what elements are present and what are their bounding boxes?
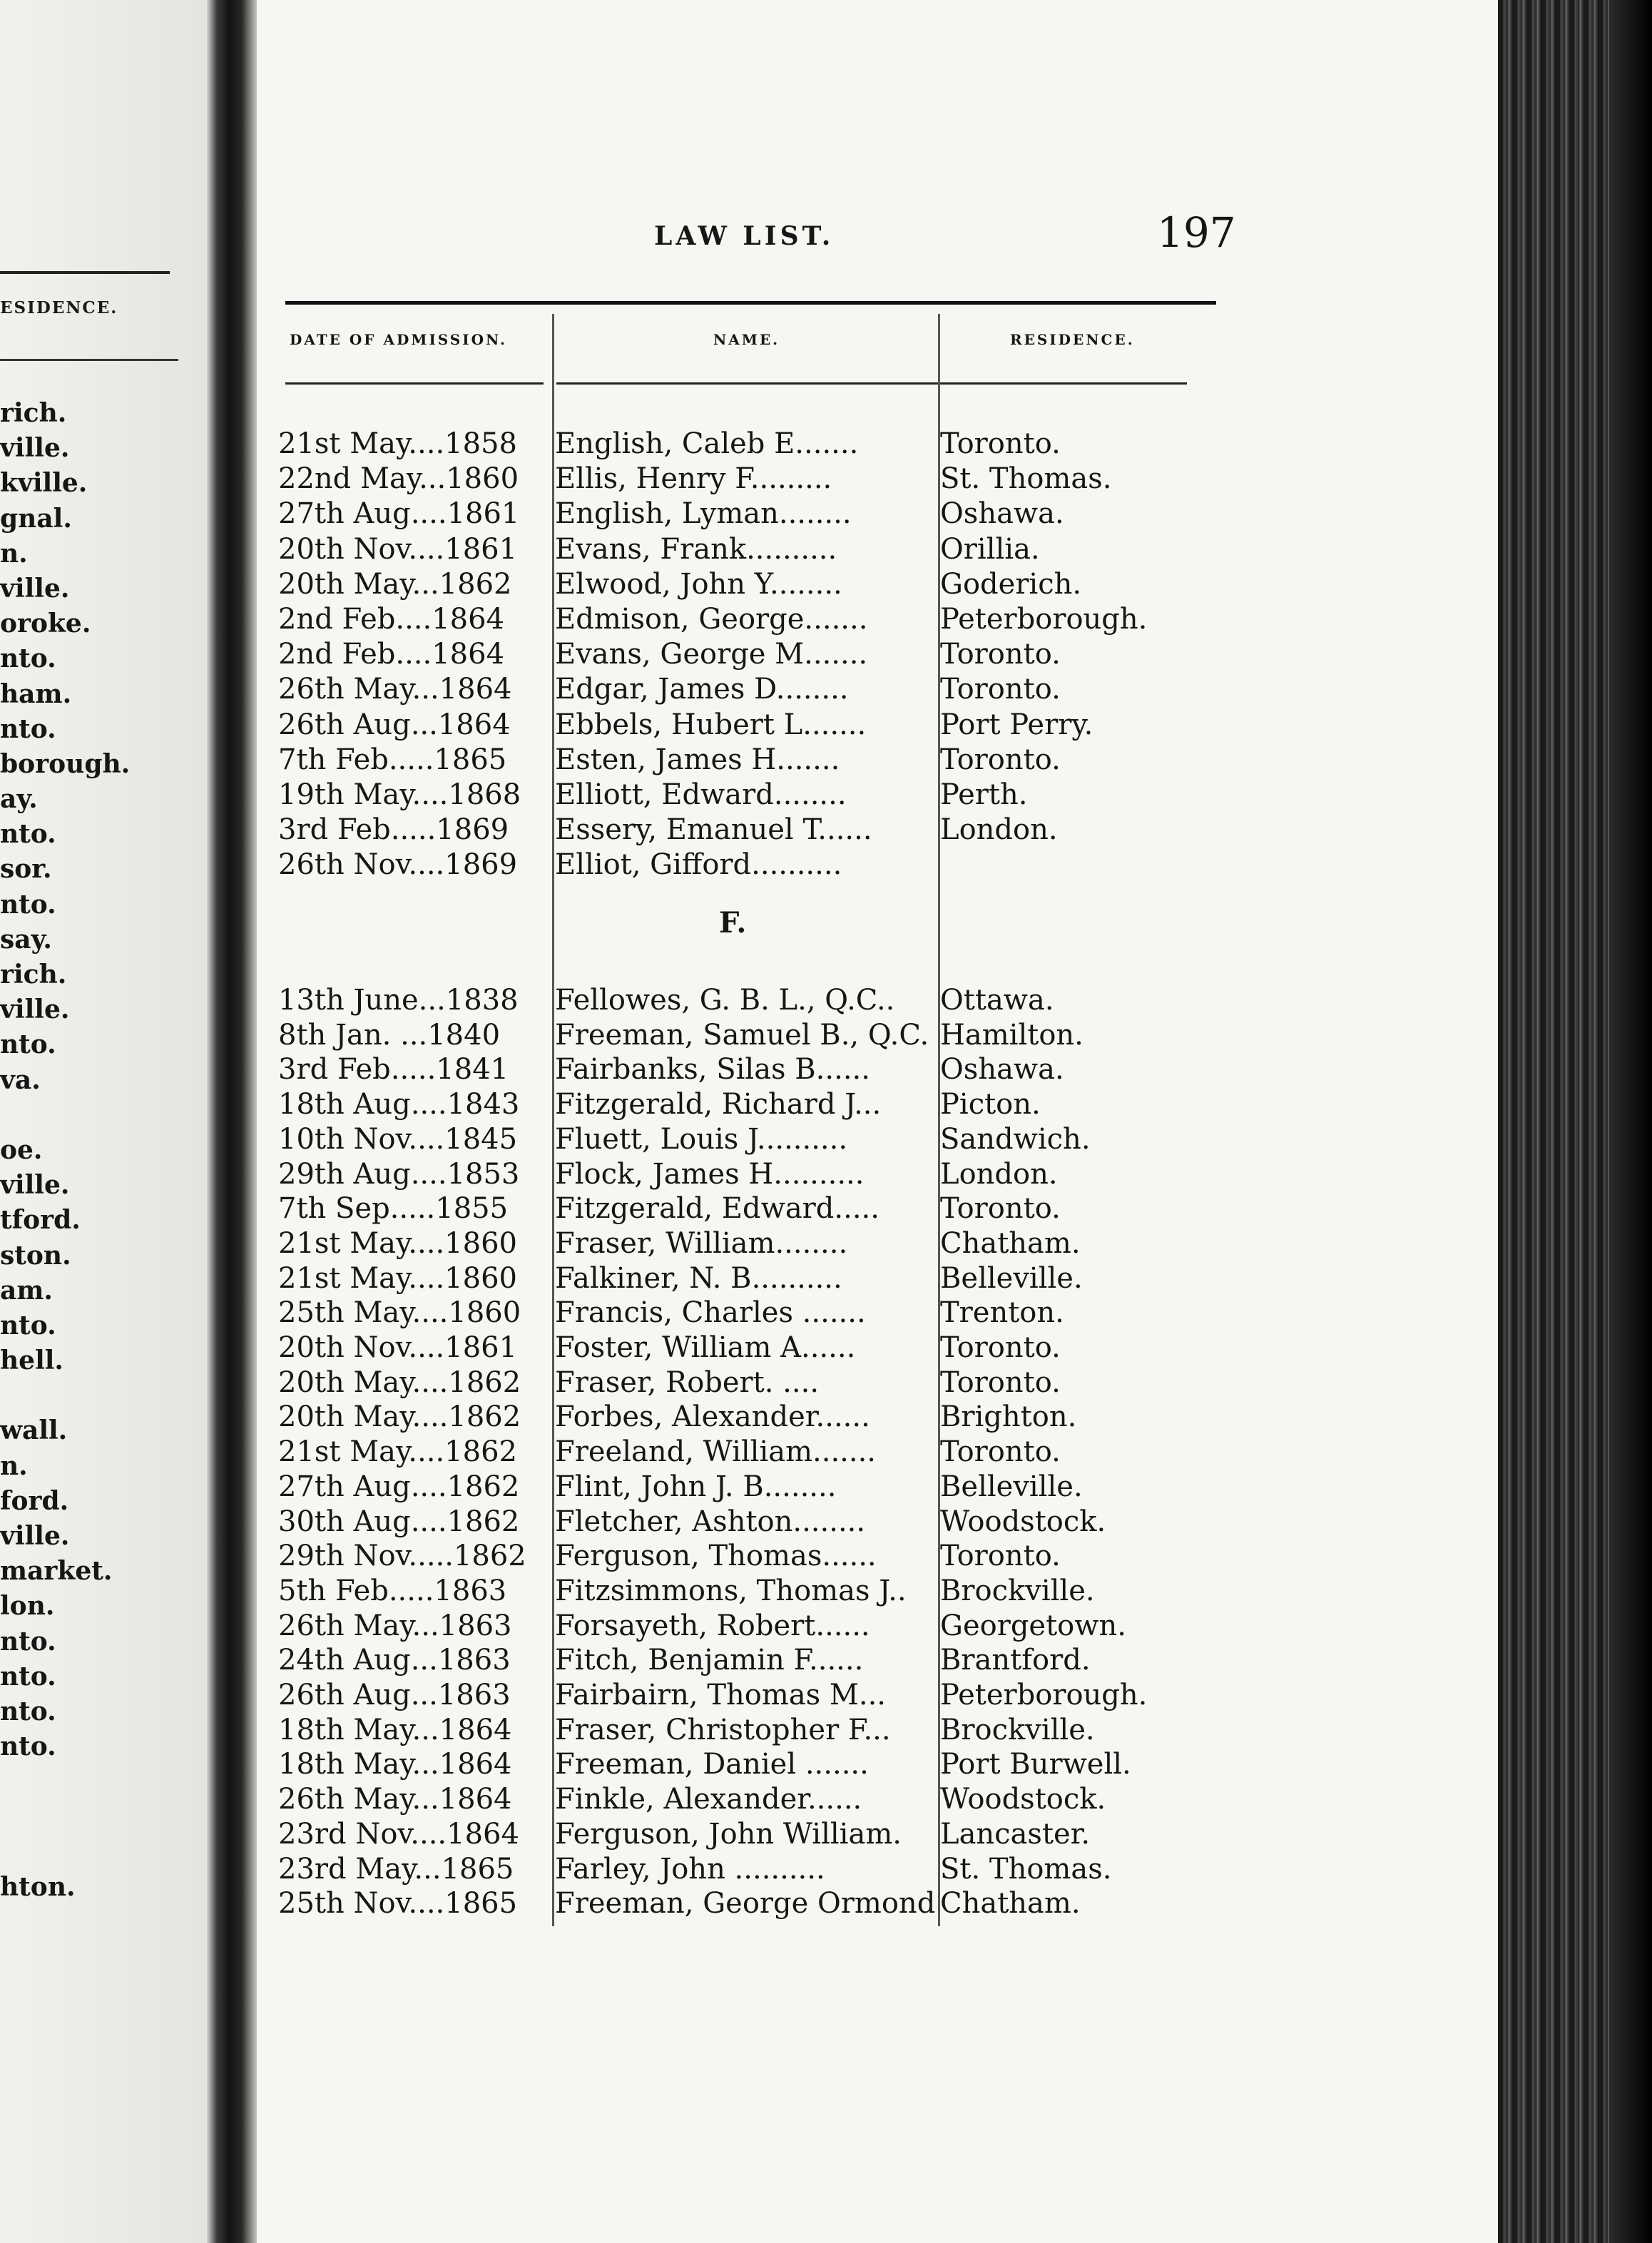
residence: Hamilton. bbox=[940, 1018, 1084, 1052]
facing-page-entry: borough. bbox=[0, 748, 131, 779]
register-row bbox=[278, 1817, 1227, 1851]
facing-page-entry: lon. bbox=[0, 1591, 55, 1622]
admission-date: 26th Nov....1869 bbox=[278, 848, 518, 882]
header-rule bbox=[556, 382, 1187, 385]
residence: Brantford. bbox=[940, 1644, 1091, 1677]
facing-page-entry: kville. bbox=[0, 468, 88, 499]
admission-date: 25th Nov....1865 bbox=[278, 1887, 518, 1921]
residence: Perth. bbox=[940, 778, 1028, 811]
register-row bbox=[278, 602, 1227, 636]
top-rule bbox=[285, 301, 1216, 305]
admission-date: 24th Aug...1863 bbox=[278, 1644, 511, 1677]
residence: Brighton. bbox=[940, 1400, 1077, 1434]
register-row bbox=[278, 1539, 1227, 1573]
lawyer-name: Edgar, James D........ bbox=[555, 673, 849, 706]
facing-page-entry: wall. bbox=[0, 1415, 68, 1446]
admission-date: 29th Nov.....1862 bbox=[278, 1540, 526, 1573]
register-row bbox=[278, 1747, 1227, 1781]
facing-page-entry bbox=[0, 1098, 130, 1133]
lawyer-name: Freeman, George Ormond bbox=[555, 1887, 936, 1921]
facing-page-entry: n. bbox=[0, 1450, 28, 1481]
header-rule bbox=[285, 382, 544, 385]
lawyer-name: Fellowes, G. B. L., Q.C.. bbox=[555, 984, 895, 1017]
residence: London. bbox=[940, 1157, 1058, 1191]
lawyer-name: Fluett, Louis J.......... bbox=[555, 1122, 848, 1156]
admission-date: 8th Jan. ...1840 bbox=[278, 1018, 501, 1052]
facing-page-entry: oroke. bbox=[0, 609, 91, 639]
facing-page-entry: rich. bbox=[0, 398, 67, 428]
facing-page-entry bbox=[0, 1835, 130, 1870]
lawyer-name: Foster, William A...... bbox=[555, 1331, 856, 1364]
register-row bbox=[278, 1087, 1227, 1122]
register-row bbox=[278, 1852, 1227, 1886]
register-row bbox=[278, 983, 1227, 1017]
facing-page-entry: hton. bbox=[0, 1871, 76, 1902]
residence: Toronto. bbox=[940, 1540, 1061, 1573]
admission-date: 19th May....1868 bbox=[278, 778, 521, 811]
lawyer-name: Ferguson, Thomas...... bbox=[555, 1540, 877, 1573]
facing-page-entry: hell. bbox=[0, 1346, 63, 1376]
lawyer-name: Flint, John J. B........ bbox=[555, 1470, 837, 1503]
admission-date: 22nd May...1860 bbox=[278, 462, 519, 496]
admission-date: 27th Aug....1861 bbox=[278, 497, 520, 531]
register-row bbox=[278, 1713, 1227, 1747]
admission-date: 23rd Nov....1864 bbox=[278, 1817, 519, 1851]
register-row bbox=[278, 848, 1227, 882]
facing-page-entry: va. bbox=[0, 1064, 41, 1095]
column-header-name: NAME. bbox=[713, 331, 780, 348]
register-row bbox=[278, 1643, 1227, 1677]
register-row bbox=[278, 1261, 1227, 1296]
residence: Woodstock. bbox=[940, 1783, 1106, 1816]
residence: Sandwich. bbox=[940, 1122, 1091, 1156]
facing-page-entries bbox=[0, 396, 130, 1905]
facing-page-entry: ville. bbox=[0, 995, 70, 1025]
residence: St. Thomas. bbox=[940, 462, 1112, 496]
admission-date: 20th Nov....1861 bbox=[278, 532, 518, 566]
register-row bbox=[278, 708, 1227, 742]
admission-date: 26th Aug...1864 bbox=[278, 708, 511, 741]
facing-page-entry: market. bbox=[0, 1556, 113, 1587]
facing-page-entry: oe. bbox=[0, 1134, 43, 1165]
residence: Lancaster. bbox=[940, 1817, 1091, 1851]
lawyer-name: Freeman, Daniel ....... bbox=[555, 1748, 869, 1781]
register-row bbox=[278, 1296, 1227, 1330]
residence: Port Perry. bbox=[940, 708, 1093, 741]
lawyer-name: Elliot, Gifford.......... bbox=[555, 848, 842, 882]
facing-page-rule bbox=[0, 359, 178, 361]
lawyer-name: Forbes, Alexander...... bbox=[555, 1400, 870, 1434]
residence: Trenton. bbox=[940, 1296, 1064, 1330]
admission-date: 26th May...1864 bbox=[278, 673, 512, 706]
residence: Picton. bbox=[940, 1088, 1041, 1122]
admission-date: 3rd Feb.....1841 bbox=[278, 1053, 509, 1087]
facing-page-entry: ford. bbox=[0, 1485, 69, 1516]
facing-page-fragment bbox=[0, 0, 207, 2243]
admission-date: 23rd May...1865 bbox=[278, 1852, 514, 1886]
admission-date: 26th May...1864 bbox=[278, 1783, 512, 1816]
facing-page-entry: nto. bbox=[0, 1661, 56, 1692]
residence: Orillia. bbox=[940, 532, 1040, 566]
register-row bbox=[278, 672, 1227, 706]
facing-page-entry: nto. bbox=[0, 889, 56, 920]
register-row bbox=[278, 1191, 1227, 1226]
lawyer-name: Fitzgerald, Edward..... bbox=[555, 1192, 879, 1226]
lawyer-name: English, Caleb E....... bbox=[555, 427, 859, 460]
residence: Woodstock. bbox=[940, 1505, 1106, 1538]
lawyer-name: Fraser, William........ bbox=[555, 1226, 848, 1260]
register-row bbox=[278, 567, 1227, 601]
lawyer-name: Flock, James H.......... bbox=[555, 1157, 865, 1191]
lawyer-name: Evans, Frank.......... bbox=[555, 532, 837, 566]
book-gutter bbox=[207, 0, 257, 2243]
register-row bbox=[278, 1157, 1227, 1191]
residence: Toronto. bbox=[940, 743, 1061, 776]
admission-date: 3rd Feb.....1869 bbox=[278, 813, 509, 847]
residence: Goderich. bbox=[940, 567, 1082, 601]
residence: Toronto. bbox=[940, 673, 1061, 706]
lawyer-name: Fitzgerald, Richard J... bbox=[555, 1088, 882, 1122]
admission-date: 20th May....1862 bbox=[278, 1400, 521, 1434]
residence: Chatham. bbox=[940, 1226, 1081, 1260]
register-row bbox=[278, 1052, 1227, 1087]
facing-page-entry: nto. bbox=[0, 1029, 56, 1060]
admission-date: 10th Nov....1845 bbox=[278, 1122, 518, 1156]
facing-page-entry: ville. bbox=[0, 433, 70, 464]
facing-page-entry: sor. bbox=[0, 854, 52, 885]
lawyer-name: Ellis, Henry F......... bbox=[555, 462, 832, 496]
lawyer-name: Fairbairn, Thomas M... bbox=[555, 1679, 887, 1712]
lawyer-name: Freeman, Samuel B., Q.C. bbox=[555, 1018, 929, 1052]
admission-date: 29th Aug....1853 bbox=[278, 1157, 520, 1191]
residence: Oshawa. bbox=[940, 497, 1064, 531]
lawyer-name: Fairbanks, Silas B...... bbox=[555, 1053, 870, 1087]
admission-date: 2nd Feb....1864 bbox=[278, 603, 505, 636]
register-row bbox=[278, 1678, 1227, 1712]
residence: Belleville. bbox=[940, 1261, 1083, 1295]
facing-page-entry: am. bbox=[0, 1275, 53, 1306]
lawyer-name: Essery, Emanuel T...... bbox=[555, 813, 872, 847]
lawyer-name: Ebbels, Hubert L....... bbox=[555, 708, 867, 741]
facing-page-entry bbox=[0, 1800, 130, 1835]
residence: Brockville. bbox=[940, 1574, 1095, 1607]
facing-page-rule bbox=[0, 271, 170, 274]
facing-page-entry: gnal. bbox=[0, 503, 72, 534]
facing-page-entry: tford. bbox=[0, 1205, 81, 1236]
residence: Chatham. bbox=[940, 1887, 1081, 1921]
admission-date: 26th May...1863 bbox=[278, 1609, 512, 1642]
lawyer-name: Forsayeth, Robert...... bbox=[555, 1609, 870, 1642]
register-row bbox=[278, 1018, 1227, 1052]
law-list-page bbox=[257, 0, 1498, 2243]
residence: Peterborough. bbox=[940, 603, 1148, 636]
page-number: 197 bbox=[1157, 208, 1236, 257]
residence: Georgetown. bbox=[940, 1609, 1126, 1642]
admission-date: 2nd Feb....1864 bbox=[278, 638, 505, 671]
admission-date: 21st May....1860 bbox=[278, 1261, 517, 1295]
register-row bbox=[278, 427, 1227, 461]
register-row bbox=[278, 1226, 1227, 1261]
facing-page-entry: nto. bbox=[0, 1626, 56, 1657]
admission-date: 18th May...1864 bbox=[278, 1713, 512, 1746]
admission-date: 7th Feb.....1865 bbox=[278, 743, 507, 776]
lawyer-name: Fraser, Christopher F... bbox=[555, 1713, 891, 1746]
residence: Toronto. bbox=[940, 1192, 1061, 1226]
lawyer-name: Farley, John .......... bbox=[555, 1852, 825, 1886]
admission-date: 20th Nov....1861 bbox=[278, 1331, 518, 1364]
lawyer-name: Freeland, William....... bbox=[555, 1435, 877, 1469]
facing-page-entry: nto. bbox=[0, 1310, 56, 1341]
admission-date: 25th May....1860 bbox=[278, 1296, 521, 1330]
facing-page-entry: nto. bbox=[0, 1696, 56, 1726]
facing-page-entry: ville. bbox=[0, 573, 70, 604]
lawyer-name: Falkiner, N. B.......... bbox=[555, 1261, 842, 1295]
residence: London. bbox=[940, 813, 1058, 847]
admission-date: 5th Feb.....1863 bbox=[278, 1574, 507, 1607]
lawyer-name: Fletcher, Ashton........ bbox=[555, 1505, 866, 1538]
lawyer-name: Fitch, Benjamin F...... bbox=[555, 1644, 864, 1677]
facing-page-entry: nto. bbox=[0, 1731, 56, 1762]
page-edges bbox=[1498, 0, 1652, 2243]
facing-page-entry: nto. bbox=[0, 713, 56, 744]
register-row bbox=[278, 532, 1227, 566]
register-row bbox=[278, 1400, 1227, 1434]
register-row bbox=[278, 462, 1227, 496]
facing-page-entry: nto. bbox=[0, 819, 56, 850]
register-row bbox=[278, 1122, 1227, 1156]
register-row bbox=[278, 1331, 1227, 1365]
residence: Port Burwell. bbox=[940, 1748, 1131, 1781]
admission-date: 21st May....1858 bbox=[278, 427, 517, 460]
register-row bbox=[278, 1365, 1227, 1400]
lawyer-name: Esten, James H....... bbox=[555, 743, 840, 776]
admission-date: 21st May....1862 bbox=[278, 1435, 517, 1469]
admission-date: 27th Aug....1862 bbox=[278, 1470, 520, 1503]
admission-date: 21st May....1860 bbox=[278, 1226, 517, 1260]
admission-date: 30th Aug....1862 bbox=[278, 1505, 520, 1538]
admission-date: 13th June...1838 bbox=[278, 984, 519, 1017]
admission-date: 20th May....1862 bbox=[278, 1365, 521, 1399]
lawyer-name: English, Lyman........ bbox=[555, 497, 852, 531]
lawyer-name: Fitzsimmons, Thomas J.. bbox=[555, 1574, 907, 1607]
facing-page-entry bbox=[0, 1764, 130, 1799]
residence: Peterborough. bbox=[940, 1679, 1148, 1712]
lawyer-name: Evans, George M....... bbox=[555, 638, 868, 671]
register-row bbox=[278, 1886, 1227, 1921]
facing-page-entry: ville. bbox=[0, 1170, 70, 1201]
admission-date: 20th May...1862 bbox=[278, 567, 512, 601]
residence: Oshawa. bbox=[940, 1053, 1064, 1087]
residence: St. Thomas. bbox=[940, 1852, 1112, 1886]
facing-page-entry bbox=[0, 1378, 130, 1413]
facing-page-entry: ston. bbox=[0, 1240, 71, 1271]
lawyer-name: Edmison, George....... bbox=[555, 603, 868, 636]
register-row bbox=[278, 1574, 1227, 1608]
admission-date: 26th Aug...1863 bbox=[278, 1679, 511, 1712]
running-title: LAW LIST. bbox=[654, 221, 835, 251]
register-row bbox=[278, 1470, 1227, 1504]
facing-page-entry: ham. bbox=[0, 678, 72, 709]
lawyer-name: Elliott, Edward........ bbox=[555, 778, 847, 811]
facing-page-entry: rich. bbox=[0, 960, 67, 990]
residence: Toronto. bbox=[940, 638, 1061, 671]
facing-page-entry: ay. bbox=[0, 784, 38, 815]
register-row bbox=[278, 637, 1227, 671]
column-header-date: DATE OF ADMISSION. bbox=[290, 331, 507, 348]
register-row bbox=[278, 743, 1227, 777]
residence: Belleville. bbox=[940, 1470, 1083, 1503]
facing-page-entry: say. bbox=[0, 924, 52, 955]
register-row bbox=[278, 1505, 1227, 1539]
facing-page-entry: ville. bbox=[0, 1521, 70, 1551]
lawyer-name: Elwood, John Y........ bbox=[555, 567, 842, 601]
admission-date: 7th Sep.....1855 bbox=[278, 1192, 509, 1226]
register-row bbox=[278, 1609, 1227, 1643]
column-header-residence: RESIDENCE. bbox=[1010, 331, 1135, 348]
lawyer-name: Ferguson, John William. bbox=[555, 1817, 902, 1851]
residence: Toronto. bbox=[940, 1435, 1061, 1469]
register-row bbox=[278, 813, 1227, 847]
lawyer-name: Francis, Charles ....... bbox=[555, 1296, 866, 1330]
admission-date: 18th May...1864 bbox=[278, 1748, 512, 1781]
residence: Brockville. bbox=[940, 1713, 1095, 1746]
lawyer-name: Finkle, Alexander...... bbox=[555, 1783, 862, 1816]
facing-page-entry: n. bbox=[0, 538, 28, 569]
admission-date: 18th Aug....1843 bbox=[278, 1088, 520, 1122]
facing-page-heading: ESIDENCE. bbox=[0, 298, 118, 317]
residence: Toronto. bbox=[940, 427, 1061, 460]
register-row bbox=[278, 778, 1227, 812]
register-row bbox=[278, 1782, 1227, 1816]
residence: Toronto. bbox=[940, 1331, 1061, 1364]
lawyer-name: Fraser, Robert. .... bbox=[555, 1365, 820, 1399]
residence: Toronto. bbox=[940, 1365, 1061, 1399]
register-row bbox=[278, 1435, 1227, 1469]
residence: Ottawa. bbox=[940, 984, 1054, 1017]
register-row bbox=[278, 497, 1227, 531]
facing-page-entry: nto. bbox=[0, 644, 56, 674]
section-letter-f: F. bbox=[719, 906, 747, 940]
